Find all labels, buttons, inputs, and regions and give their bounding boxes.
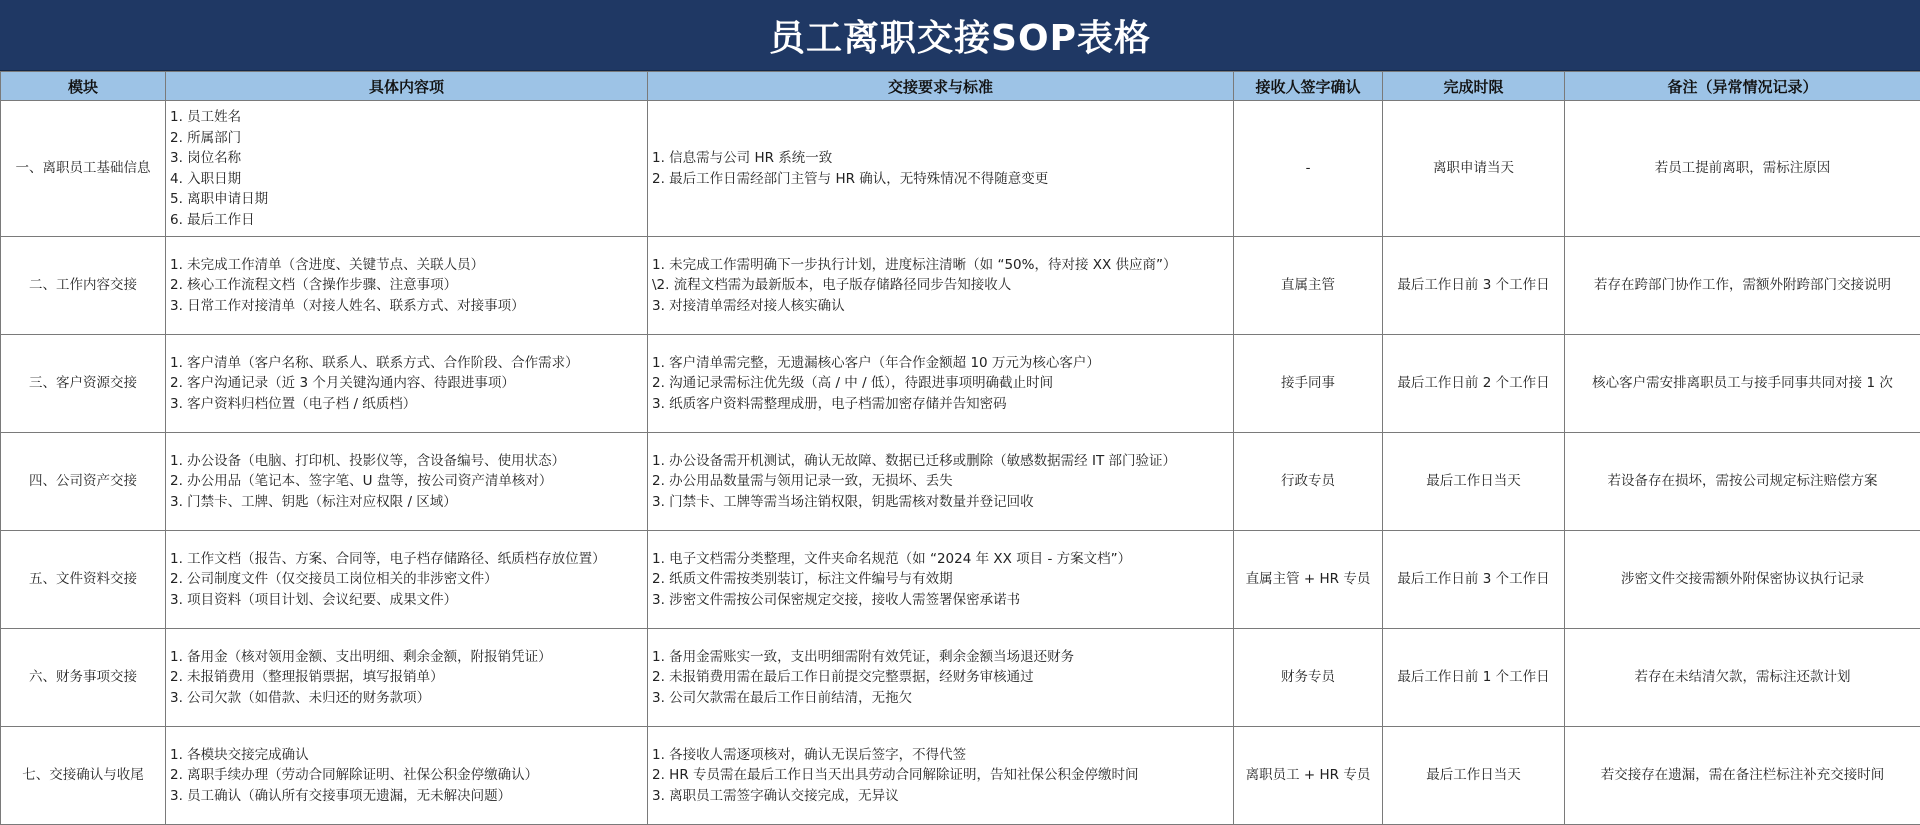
module-cell[interactable]: 一、离职员工基础信息 [1, 101, 166, 237]
requirements-cell-line: 1. 信息需与公司 HR 系统一致 [652, 148, 1229, 169]
table-row [1, 237, 1920, 335]
items-cell-line: 1. 未完成工作清单（含进度、关键节点、关联人员） [170, 255, 643, 276]
items-cell[interactable] [166, 101, 648, 237]
table-row [1, 335, 1920, 433]
requirements-cell-line: 2. 沟通记录需标注优先级（高 / 中 / 低），待跟进事项明确截止时间 [652, 373, 1229, 394]
receiver-cell[interactable]: - [1234, 101, 1383, 237]
table-row [1, 727, 1920, 825]
header-row [1, 72, 1920, 101]
items-cell-line: 1. 员工姓名 [170, 107, 643, 128]
requirements-cell-line: 3. 公司欠款需在最后工作日前结清，无拖欠 [652, 688, 1229, 709]
items-cell-line: 3. 门禁卡、工牌、钥匙（标注对应权限 / 区域） [170, 492, 643, 513]
items-cell-line: 6. 最后工作日 [170, 210, 643, 231]
requirements-cell-line: 3. 离职员工需签字确认交接完成，无异议 [652, 786, 1229, 807]
remark-cell[interactable]: 若存在未结清欠款，需标注还款计划 [1565, 629, 1920, 727]
requirements-cell-line: 2. HR 专员需在最后工作日当天出具劳动合同解除证明，告知社保公积金停缴时间 [652, 765, 1229, 786]
sheet-title: 员工离职交接SOP表格 [0, 0, 1920, 71]
module-cell[interactable]: 七、交接确认与收尾 [1, 727, 166, 825]
requirements-cell[interactable] [648, 629, 1234, 727]
remark-cell[interactable]: 核心客户需安排离职员工与接手同事共同对接 1 次 [1565, 335, 1920, 433]
items-cell-line: 1. 客户清单（客户名称、联系人、联系方式、合作阶段、合作需求） [170, 353, 643, 374]
header-receiver[interactable]: 接收人签字确认 [1234, 72, 1383, 101]
requirements-cell[interactable] [648, 531, 1234, 629]
receiver-cell[interactable]: 直属主管 [1234, 237, 1383, 335]
items-cell-line: 5. 离职申请日期 [170, 189, 643, 210]
table-row [1, 629, 1920, 727]
requirements-cell-line: 2. 纸质文件需按类别装订，标注文件编号与有效期 [652, 569, 1229, 590]
deadline-cell[interactable]: 离职申请当天 [1383, 101, 1565, 237]
deadline-cell[interactable]: 最后工作日前 2 个工作日 [1383, 335, 1565, 433]
requirements-cell[interactable] [648, 335, 1234, 433]
requirements-cell-line: 3. 涉密文件需按公司保密规定交接，接收人需签署保密承诺书 [652, 590, 1229, 611]
remark-cell[interactable]: 若员工提前离职，需标注原因 [1565, 101, 1920, 237]
requirements-cell-line: 2. 未报销费用需在最后工作日前提交完整票据，经财务审核通过 [652, 667, 1229, 688]
requirements-cell-line: 3. 对接清单需经对接人核实确认 [652, 296, 1229, 317]
requirements-cell-line: 1. 各接收人需逐项核对，确认无误后签字，不得代签 [652, 745, 1229, 766]
items-cell[interactable] [166, 335, 648, 433]
deadline-cell[interactable]: 最后工作日当天 [1383, 727, 1565, 825]
items-cell-line: 2. 公司制度文件（仅交接员工岗位相关的非涉密文件） [170, 569, 643, 590]
items-cell[interactable] [166, 629, 648, 727]
remark-cell[interactable]: 涉密文件交接需额外附保密协议执行记录 [1565, 531, 1920, 629]
items-cell-line: 1. 备用金（核对领用金额、支出明细、剩余金额，附报销凭证） [170, 647, 643, 668]
header-remark[interactable]: 备注（异常情况记录） [1565, 72, 1920, 101]
items-cell-line: 3. 岗位名称 [170, 148, 643, 169]
items-cell-line: 3. 员工确认（确认所有交接事项无遗漏，无未解决问题） [170, 786, 643, 807]
requirements-cell-line: \2. 流程文档需为最新版本，电子版存储路径同步告知接收人 [652, 275, 1229, 296]
items-cell-line: 3. 项目资料（项目计划、会议纪要、成果文件） [170, 590, 643, 611]
deadline-cell[interactable]: 最后工作日前 1 个工作日 [1383, 629, 1565, 727]
deadline-cell[interactable]: 最后工作日前 3 个工作日 [1383, 237, 1565, 335]
table-row [1, 433, 1920, 531]
module-cell[interactable]: 三、客户资源交接 [1, 335, 166, 433]
receiver-cell[interactable]: 行政专员 [1234, 433, 1383, 531]
requirements-cell-line: 1. 备用金需账实一致，支出明细需附有效凭证，剩余金额当场退还财务 [652, 647, 1229, 668]
items-cell-line: 2. 核心工作流程文档（含操作步骤、注意事项） [170, 275, 643, 296]
items-cell-line: 2. 离职手续办理（劳动合同解除证明、社保公积金停缴确认） [170, 765, 643, 786]
items-cell-line: 1. 各模块交接完成确认 [170, 745, 643, 766]
header-deadline[interactable]: 完成时限 [1383, 72, 1565, 101]
receiver-cell[interactable]: 离职员工 + HR 专员 [1234, 727, 1383, 825]
receiver-cell[interactable]: 直属主管 + HR 专员 [1234, 531, 1383, 629]
requirements-cell-line: 3. 纸质客户资料需整理成册，电子档需加密存储并告知密码 [652, 394, 1229, 415]
module-cell[interactable]: 五、文件资料交接 [1, 531, 166, 629]
items-cell-line: 3. 客户资料归档位置（电子档 / 纸质档） [170, 394, 643, 415]
items-cell-line: 2. 客户沟通记录（近 3 个月关键沟通内容、待跟进事项） [170, 373, 643, 394]
items-cell[interactable] [166, 727, 648, 825]
items-cell-line: 2. 所属部门 [170, 128, 643, 149]
items-cell-line: 2. 未报销费用（整理报销票据，填写报销单） [170, 667, 643, 688]
header-requirements[interactable]: 交接要求与标准 [648, 72, 1234, 101]
header-module[interactable]: 模块 [1, 72, 166, 101]
requirements-cell-line: 2. 办公用品数量需与领用记录一致，无损坏、丢失 [652, 471, 1229, 492]
remark-cell[interactable]: 若存在跨部门协作工作，需额外附跨部门交接说明 [1565, 237, 1920, 335]
requirements-cell-line: 2. 最后工作日需经部门主管与 HR 确认，无特殊情况不得随意变更 [652, 169, 1229, 190]
items-cell[interactable] [166, 531, 648, 629]
module-cell[interactable]: 四、公司资产交接 [1, 433, 166, 531]
remark-cell[interactable]: 若交接存在遗漏，需在备注栏标注补充交接时间 [1565, 727, 1920, 825]
table-row [1, 101, 1920, 237]
items-cell-line: 4. 入职日期 [170, 169, 643, 190]
receiver-cell[interactable]: 财务专员 [1234, 629, 1383, 727]
receiver-cell[interactable]: 接手同事 [1234, 335, 1383, 433]
module-cell[interactable]: 六、财务事项交接 [1, 629, 166, 727]
requirements-cell[interactable] [648, 727, 1234, 825]
deadline-cell[interactable]: 最后工作日当天 [1383, 433, 1565, 531]
deadline-cell[interactable]: 最后工作日前 3 个工作日 [1383, 531, 1565, 629]
requirements-cell-line: 1. 客户清单需完整，无遗漏核心客户（年合作金额超 10 万元为核心客户） [652, 353, 1229, 374]
remark-cell[interactable]: 若设备存在损坏，需按公司规定标注赔偿方案 [1565, 433, 1920, 531]
module-cell[interactable]: 二、工作内容交接 [1, 237, 166, 335]
requirements-cell-line: 3. 门禁卡、工牌等需当场注销权限，钥匙需核对数量并登记回收 [652, 492, 1229, 513]
sop-table [0, 71, 1920, 825]
requirements-cell[interactable] [648, 237, 1234, 335]
items-cell-line: 1. 办公设备（电脑、打印机、投影仪等，含设备编号、使用状态） [170, 451, 643, 472]
items-cell[interactable] [166, 237, 648, 335]
requirements-cell[interactable] [648, 101, 1234, 237]
items-cell-line: 3. 公司欠款（如借款、未归还的财务款项） [170, 688, 643, 709]
items-cell[interactable] [166, 433, 648, 531]
items-cell-line: 1. 工作文档（报告、方案、合同等，电子档存储路径、纸质档存放位置） [170, 549, 643, 570]
items-cell-line: 3. 日常工作对接清单（对接人姓名、联系方式、对接事项） [170, 296, 643, 317]
header-items[interactable]: 具体内容项 [166, 72, 648, 101]
requirements-cell-line: 1. 电子文档需分类整理，文件夹命名规范（如 “2024 年 XX 项目 - 方案文档”） [652, 549, 1229, 570]
table-body [1, 101, 1920, 825]
table-row [1, 531, 1920, 629]
requirements-cell-line: 1. 办公设备需开机测试，确认无故障、数据已迁移或删除（敏感数据需经 IT 部门验证） [652, 451, 1229, 472]
items-cell-line: 2. 办公用品（笔记本、签字笔、U 盘等，按公司资产清单核对） [170, 471, 643, 492]
requirements-cell-line: 1. 未完成工作需明确下一步执行计划，进度标注清晰（如 “50%，待对接 XX 供应商”） [652, 255, 1229, 276]
requirements-cell[interactable] [648, 433, 1234, 531]
